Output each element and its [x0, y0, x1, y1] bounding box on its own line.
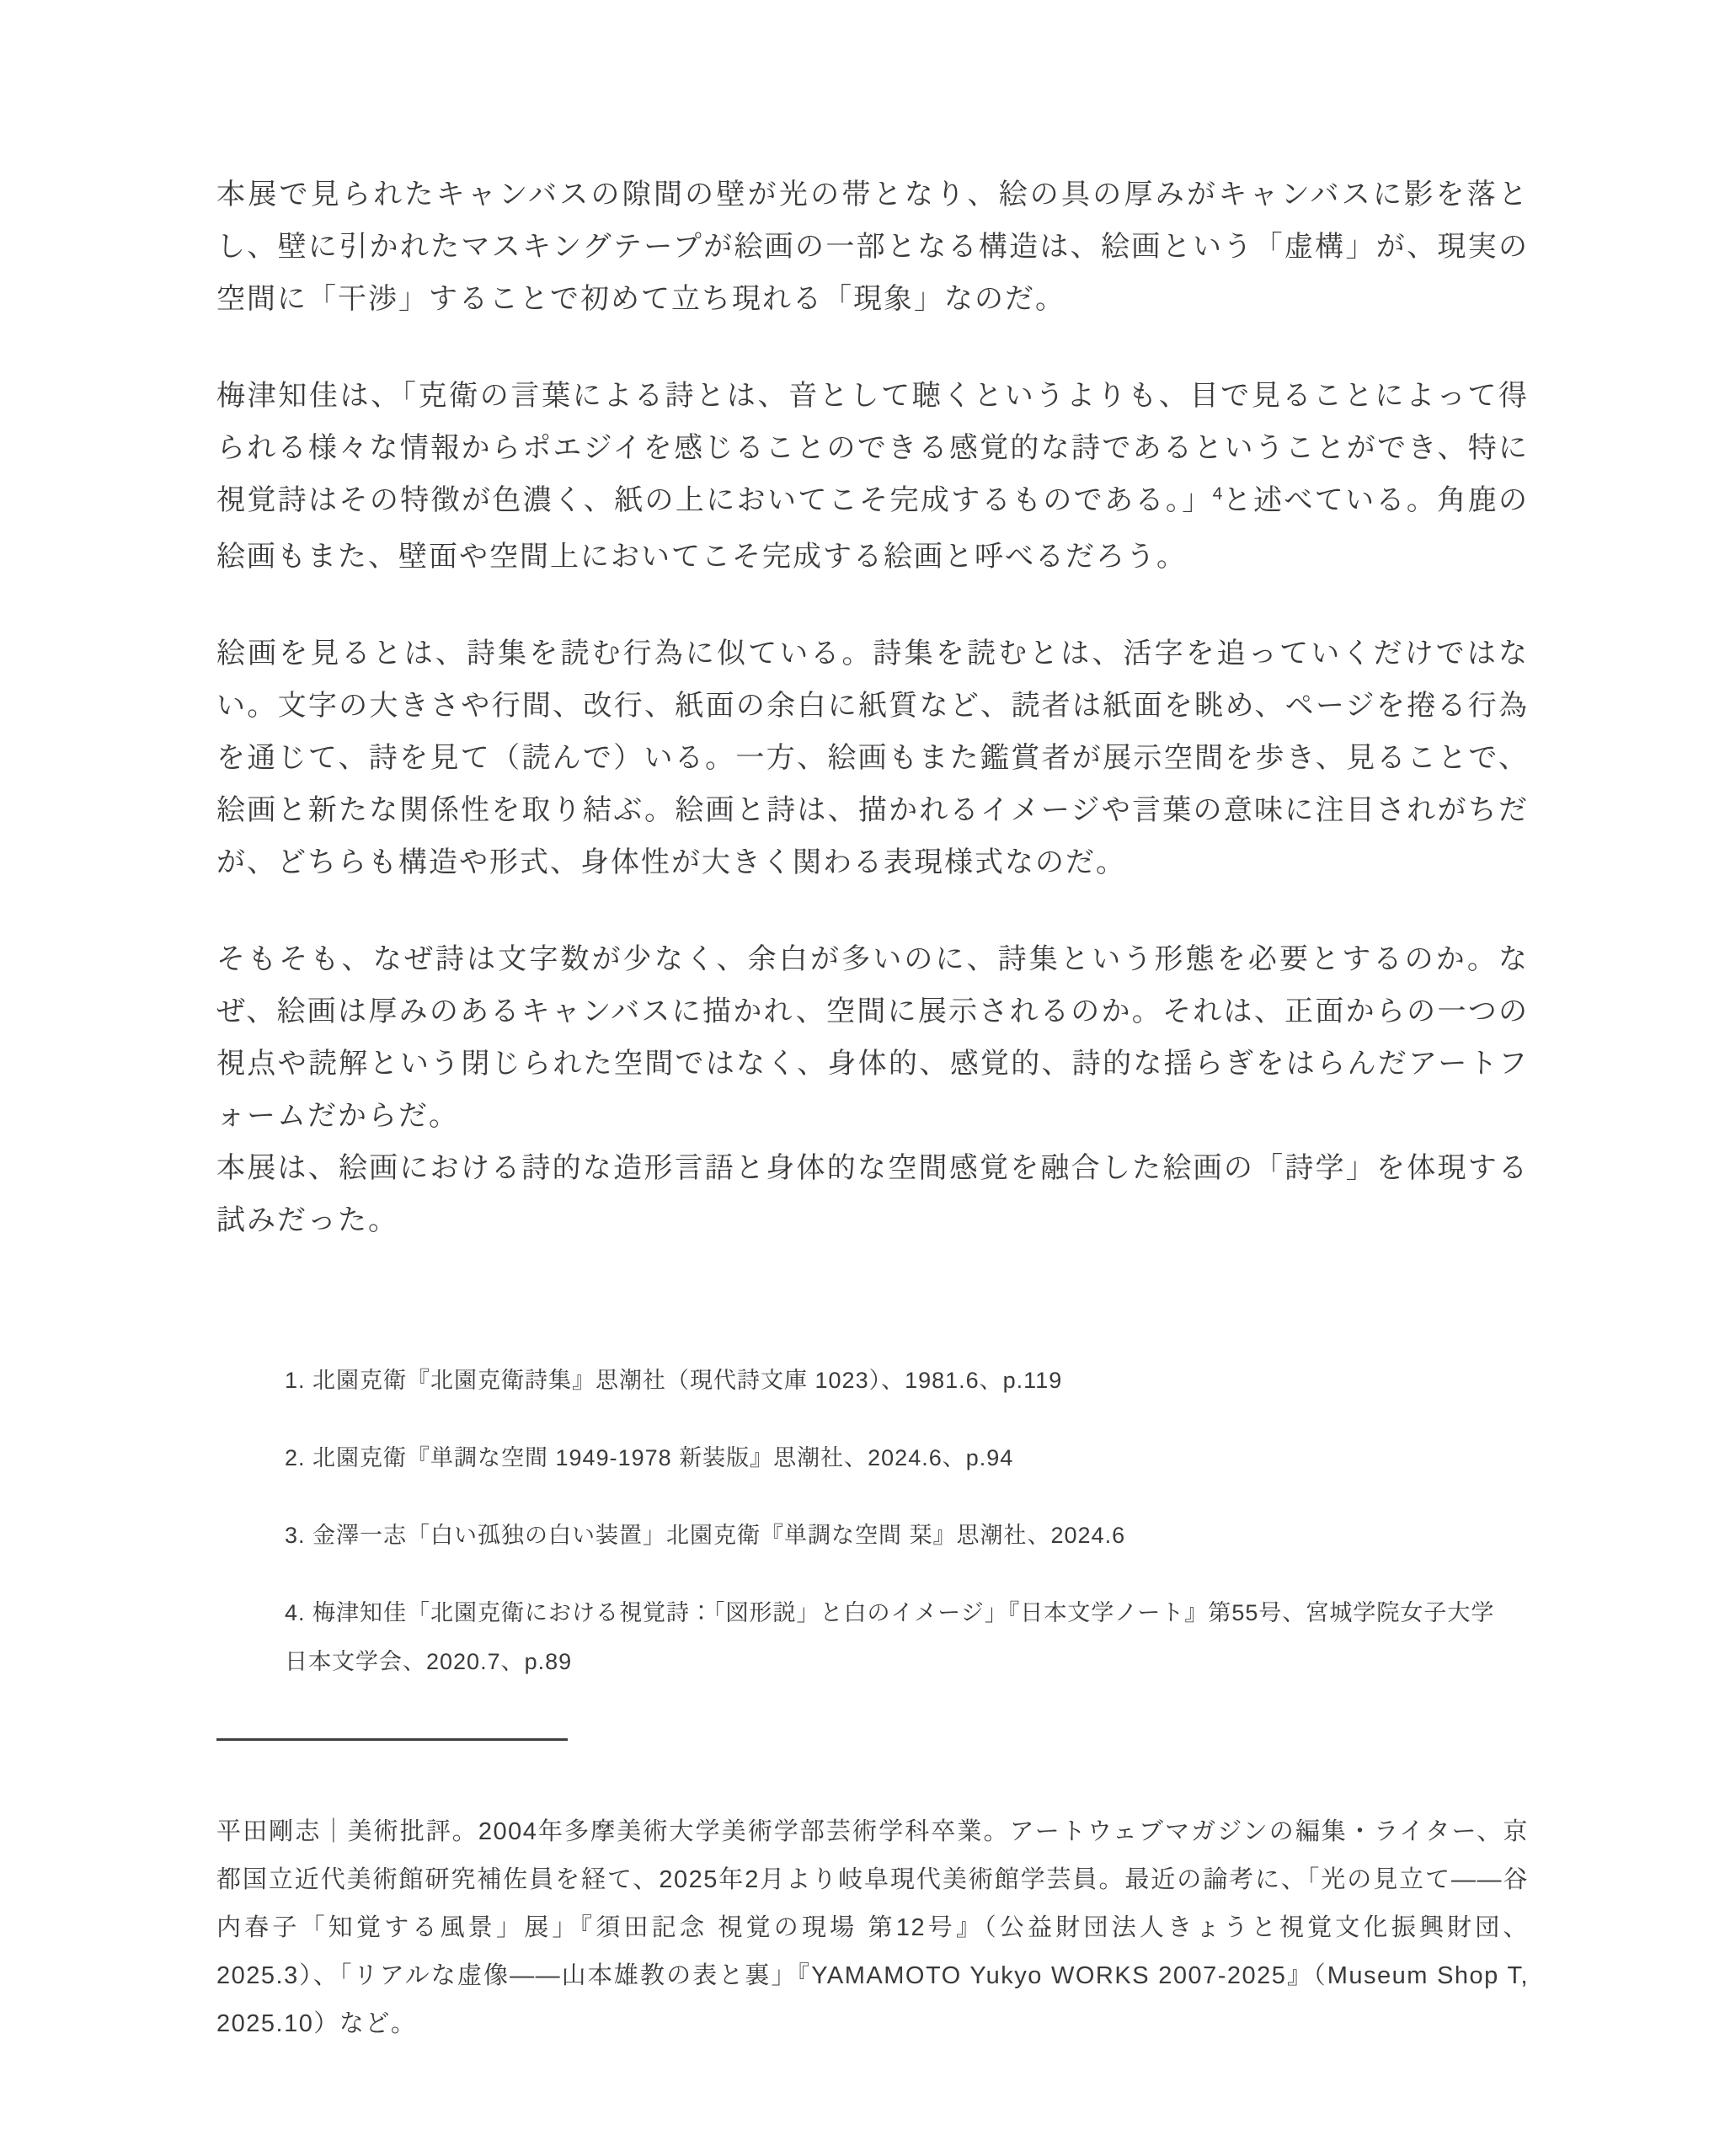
paragraph-1-text: 本展で見られたキャンバスの隙間の壁が光の帯となり、絵の具の厚みがキャンバスに影を落とし、壁に引かれたマスキングテープが絵画の一部となる構造は、絵画という「虚構」が、現実の空間に「干渉」することで初めて立ち現れる「現象」なのだ。: [216, 179, 1529, 315]
footnote-item-4: 4. 梅津知佳「北園克衛における視覚詩：「図形説」と白のイメージ」『日本文学ノート』第55号、宮城学院女子大学日本文学会、2020.7、p.89: [285, 1600, 1495, 1674]
paragraph-2-text-after-ref: と述べている。角鹿の絵画もまた、壁面や空間上においてこそ完成する絵画と呼べるだろう。: [216, 484, 1529, 573]
paragraph-2: [216, 370, 1529, 583]
paragraph-4-text: そもそも、なぜ詩は文字数が少なく、余白が多いのに、詩集という形態を必要とするのか。なぜ、絵画は厚みのあるキャンバスに描かれ、空間に展示されるのか。それは、正面からの一つの視点や読解という閉じられた空間ではなく、身体的、感覚的、詩的な揺らぎをはらんだアートフォームだからだ。: [216, 943, 1529, 1132]
footnotes-section: [285, 1356, 1514, 1686]
divider-rule: [216, 1738, 568, 1741]
paragraph-1: [216, 168, 1529, 325]
footnote-item-2: 2. 北園克衛『単調な空間 1949-1978 新装版』思潮社、2024.6、p.94: [285, 1445, 1014, 1470]
paragraph-4: [216, 933, 1529, 1246]
footnote-item-1: 1. 北園克衛『北園克衛詩集』思潮社（現代詩文庫 1023）、1981.6、p.119: [285, 1368, 1063, 1393]
paragraph-5-text: 本展は、絵画における詩的な造形言語と身体的な空間感覚を融合した絵画の「詩学」を体現する試みだった。: [216, 1152, 1529, 1236]
author-bio: 平田剛志｜美術批評。2004年多摩美術大学美術学部芸術学科卒業。アートウェブマガジンの編集・ライター、京都国立近代美術館研究補佐員を経て、2025年2月より岐阜現代美術館学芸員。最近の論考に、「光の見立て——谷内春子「知覚する風景」展」『須田記念 視覚の現場 第12号』（公益財団法人きょうと視覚文化振興財団、2025.3）、「リアルな虚像——山本雄教の表と裏」『YAMAMOTO Yukyo WORKS 2007-2025』（Museum Shop T, 2025.10）など。: [216, 1818, 1529, 2037]
article-body: [216, 168, 1529, 2073]
footnote-ref-4: 4: [1212, 484, 1223, 504]
paragraph-3: [216, 627, 1529, 889]
paragraph-3-text: 絵画を見るとは、詩集を読む行為に似ている。詩集を読むとは、活字を追っていくだけではない。文字の大きさや行間、改行、紙面の余白に紙質など、読者は紙面を眺め、ページを捲る行為を通じて、詩を見て（読んで）いる。一方、絵画もまた鑑賞者が展示空間を歩き、見ることで、絵画と新たな関係性を取り結ぶ。絵画と詩は、描かれるイメージや言葉の意味に注目されがちだが、どちらも構造や形式、身体性が大きく関わる表現様式なのだ。: [216, 638, 1529, 878]
paragraph-2-text: 梅津知佳は、「克衛の言葉による詩とは、音として聴くというよりも、目で見ることによって得られる様々な情報からポエジイを感じることのできる感覚的な詩であるということができ、特に視覚詩はその特徴が色濃く、紙の上においてこそ完成するものである。」: [216, 380, 1529, 516]
footnote-item-3: 3. 金澤一志「白い孤独の白い装置」北園克衛『単調な空間 栞』思潮社、2024.6: [285, 1523, 1126, 1548]
